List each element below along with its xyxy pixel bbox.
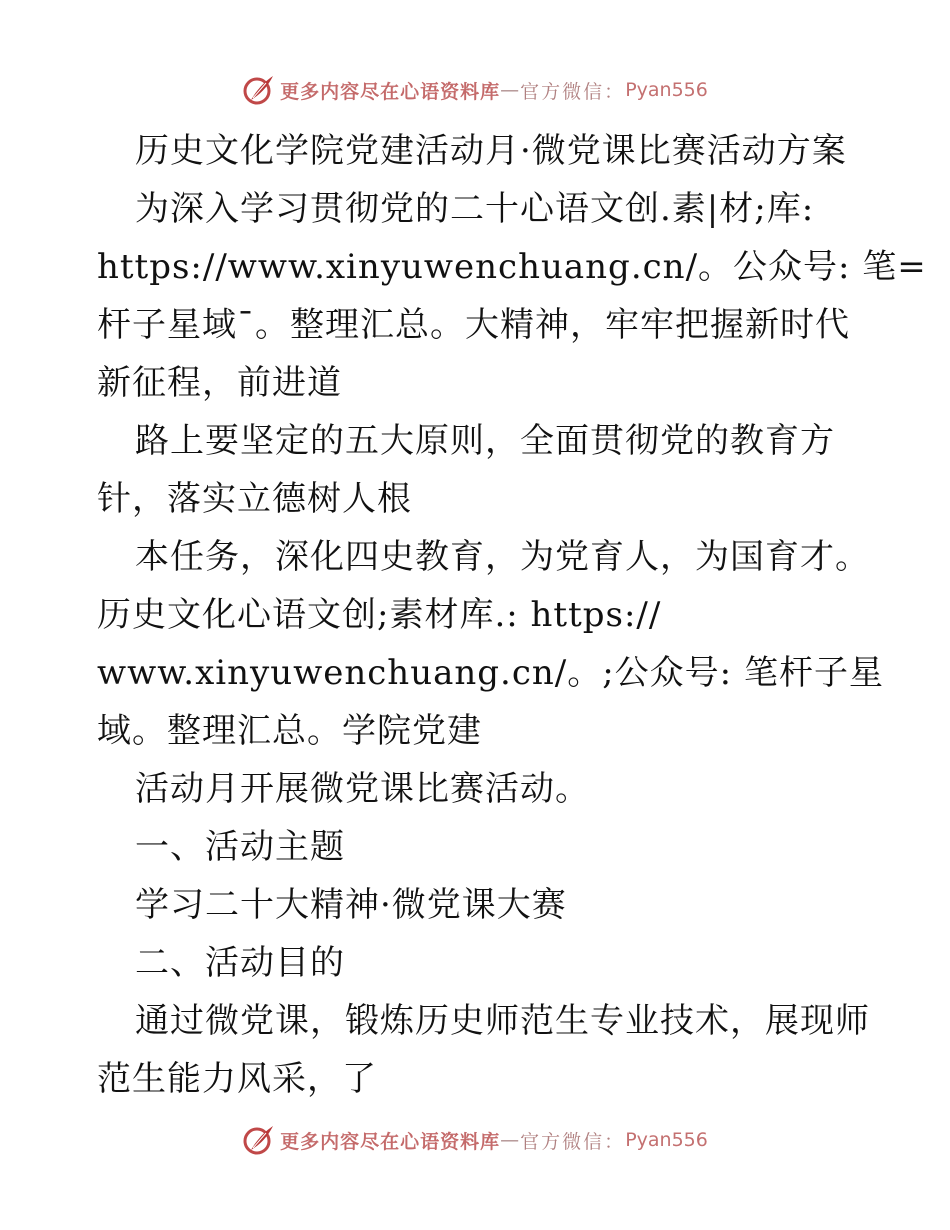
- text-line: https://www.xinyuwenchuang.cn/。公众号: 笔=: [97, 247, 927, 287]
- text-line: 本任务，深化四史教育，为党育人，为国育才。: [135, 537, 870, 577]
- text-line: 活动月开展微党课比赛活动。: [135, 769, 590, 809]
- text-line: 为深入学习贯彻党的二十心语文创.素|材;库:: [135, 189, 815, 229]
- banner-main-text: 更多内容尽在心语资料库: [280, 1130, 501, 1153]
- document-title: 历史文化学院党建活动月·微党课比赛活动方案: [135, 131, 847, 171]
- banner-separator: —: [500, 1129, 521, 1151]
- text-line: 历史文化心语文创;素材库.: https://: [97, 595, 662, 635]
- banner-separator: —: [500, 79, 521, 101]
- banner-wechat-id: Pyan556: [625, 1129, 708, 1151]
- text-line: 范生能力风采，了: [97, 1059, 377, 1099]
- banner-wechat-label: 官方微信：: [520, 1130, 626, 1153]
- text-line: 针，落实立德树人根: [97, 479, 412, 519]
- banner-wechat-id: Pyan556: [625, 79, 708, 101]
- text-line: 域。整理汇总。学院党建: [97, 711, 482, 751]
- text-line: 通过微党课，锻炼历史师范生专业技术，展现师: [135, 1001, 870, 1041]
- banner-wechat-label: 官方微信：: [520, 80, 626, 103]
- text-line: www.xinyuwenchuang.cn/。;公众号: 笔杆子星: [97, 653, 884, 693]
- section-heading: 一、活动主题: [135, 827, 345, 867]
- text-line: 杆子星域¯。整理汇总。大精神，牢牢把握新时代: [97, 305, 850, 345]
- text-line: 路上要坚定的五大原则，全面贯彻党的教育方: [135, 421, 835, 461]
- feather-pen-logo-icon: [242, 1123, 276, 1157]
- footer-watermark: [0, 1120, 950, 1160]
- feather-pen-logo-icon: [242, 73, 276, 107]
- section-heading: 二、活动目的: [135, 943, 345, 983]
- text-line: 新征程，前进道: [97, 363, 342, 403]
- text-line: 学习二十大精神·微党课大赛: [135, 885, 567, 925]
- banner-main-text: 更多内容尽在心语资料库: [280, 80, 501, 103]
- header-watermark: [0, 70, 950, 110]
- document-body: [97, 122, 927, 1108]
